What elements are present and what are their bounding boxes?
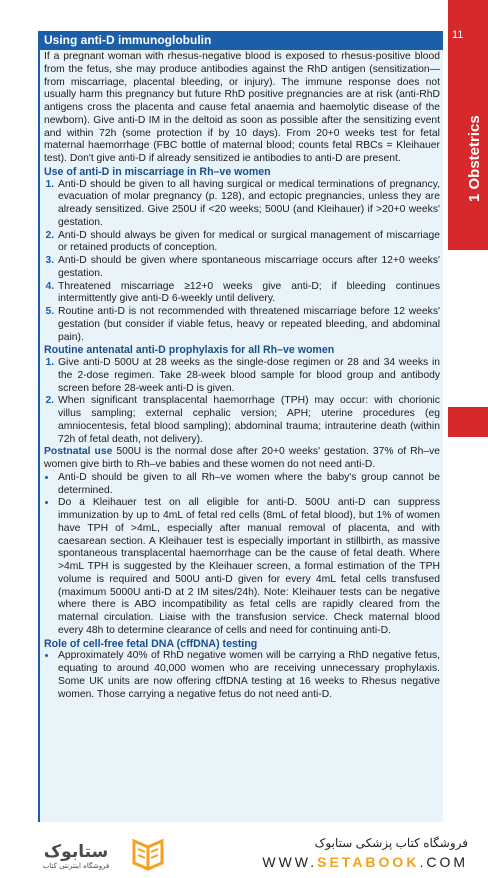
list-item: 1. Give anti-D 500U at 28 weeks as the single-dose regimen or 28 and 34 weeks in the 2-dose regimen. Take 28-week blood sample for blood group and antibody screen before 28-week anti-D is given. — [57, 357, 440, 395]
list-item: 2. Anti-D should always be given for medical or surgical management of miscarriage or retained products of conception. — [57, 230, 440, 256]
box-content — [40, 50, 443, 701]
store-logo — [20, 837, 180, 871]
page-number: 11 — [452, 29, 464, 41]
logo-text: ستابوک — [43, 842, 109, 862]
miscarriage-heading: Use of anti-D in miscarriage in Rh–ve women — [44, 165, 271, 178]
list-item: • Do a Kleihauer test on all eligible for anti-D. 500U anti-D can suppress immunization by up to 4mL of fetal red cells (8mL of fetal blood), but 1% of women have TPH of >4mL, especially after manual removal of placenta, and with caesarean section. A Kleihauer test is especially important in stillbirth, as massive spontaneous transplacental haemorrhage can be the cause of fetal death. Where >4mL TPH is suggested by the Kleihauer screen, a formal estimation of the TPH volume is required and 500U anti-D given for every 4mL fetal cells transfused (maximum 5000U anti-D at 2 IM sites/24h). Note: Kleihauer tests can be negative where there is ABO incompatibility as fetal cells are rapidly cleared from the maternal circulation. Liaise with the transfusion service. Check maternal blood every 48h to determine clearance of cells and need for continuing anti-D. — [57, 497, 440, 637]
list-item: 4. Threatened miscarriage ≥12+0 weeks give anti-D; if bleeding continues intermittently give anti-D 6-weekly until delivery. — [57, 281, 440, 307]
list-item: 2. When significant transplacental haemorrhage (TPH) may occur: with chorionic villus sampling; external cephalic version; APH; uterine procedures (eg amniocentesis, fetal blood sampling); abdominal trauma; intrauterine death (within 72h of fetal death, not delivery). — [57, 395, 440, 446]
list-item: 5. Routine anti-D is not recommended with threatened miscarriage before 12 weeks' gestation (but consider if viable fetus, heavy or repeated bleeding, and abdominal pain). — [57, 306, 440, 344]
miscarriage-list — [44, 179, 440, 345]
store-name: فروشگاه کتاب پزشکی ستابوک — [314, 836, 468, 850]
chapter-label: 1 Obstetrics — [466, 115, 483, 202]
store-url[interactable] — [262, 854, 468, 870]
url-brand: SETABOOK — [317, 854, 420, 870]
list-item: 3. Anti-D should be given where spontaneous miscarriage occurs after 12+0 weeks' gestation. — [57, 255, 440, 281]
store-footer — [0, 827, 488, 878]
antenatal-list — [44, 357, 440, 446]
postnatal-paragraph — [44, 446, 440, 472]
logo-tagline: فروشگاه اینترنتی کتاب — [42, 862, 110, 870]
url-prefix: WWW. — [262, 854, 318, 870]
box-title: Using anti-D immunoglobulin — [40, 31, 443, 50]
next-chapter-thumb-tab — [448, 407, 488, 437]
list-item: • Anti-D should be given to all Rh–ve women where the baby's group cannot be determined. — [57, 472, 440, 498]
postnatal-list — [44, 472, 440, 638]
antenatal-heading: Routine antenatal anti-D prophylaxis for all Rh–ve women — [44, 344, 335, 357]
book-logo-icon — [20, 837, 180, 871]
cffdna-heading: Role of cell-free fetal DNA (cffDNA) testing — [44, 637, 258, 650]
url-suffix: .COM — [419, 854, 468, 870]
postnatal-lead: 500U is the normal dose after 20+0 weeks' gestation. 37% of Rh–ve women give birth to Rh–ve babies and these women do not need anti-D. — [44, 446, 440, 470]
postnatal-heading: Postnatal use — [44, 446, 113, 458]
cffdna-list — [44, 650, 440, 701]
list-item: 1. Anti-D should be given to all having surgical or medical terminations of pregnancy, evacuation of molar pregnancy (p. 128), and ectopic pregnancies, unless they are already sensitized. Give 250U if <20 weeks; 500U (and Kleihauer) if >20+0 weeks' gestation. — [57, 179, 440, 230]
intro-paragraph: If a pregnant woman with rhesus-negative blood is exposed to rhesus-positive blood from the fetus, she may produce antibodies against the RhD antigen (sensitization—from miscarriage, placental bleeding, or injury). The immune response does not usually harm this pregnancy but future RhD positive pregnancies are at risk (anti-RhD antigens cross the placenta and cause fetal anaemia and haemolytic disease of the newborn). Give anti-D IM in the deltoid as soon as possible after the sensitizing event and within 72h (some protection if by 10 days). From 20+0 weeks test for fetal maternal haemorrhage (FBC bottle of maternal blood; counts fetal RBCs = Kleihauer test). Don't give anti-D if already sensitized ie antibodies to anti-D are present. — [44, 51, 440, 164]
info-box — [38, 31, 443, 822]
list-item: • Approximately 40% of RhD negative women will be carrying a RhD negative fetus, equating to around 40,000 women who are receiving unnecessary prophylaxis. Some UK units are now offering cffDNA testing at 16 weeks to Rhesus negative women. Those carrying a negative fetus do not need anti-D. — [57, 650, 440, 701]
